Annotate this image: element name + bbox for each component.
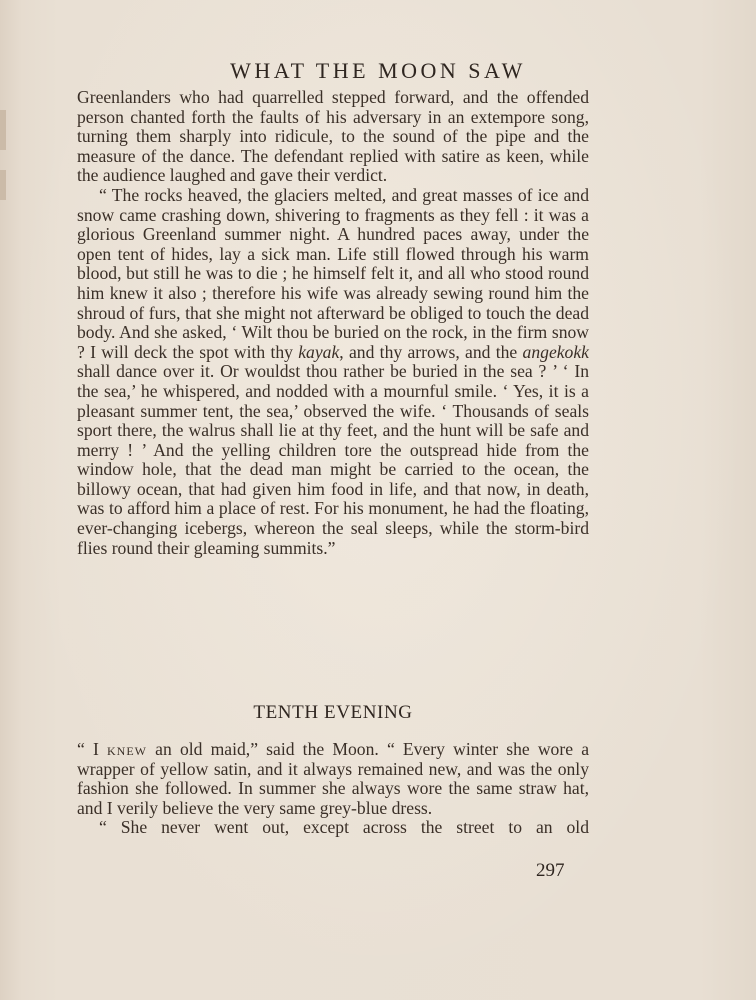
- paragraph: [77, 186, 589, 558]
- text-run: shall dance over it. Or wouldst thou rather be buried in the sea ? ’ ‘ In the sea,’ he whispered, and nodded with a mournful smile. ‘ Yes, it is a pleasant summer tent, the sea,’ observed the wife. ‘ Thousands of seals sport there, the walrus shall lie at thy feet, and the hunt will be safe and merry ! ’ And the yelling children tore the outspread hide from the window hole, that the dead man might be carried to the ocean, the billowy ocean, that had given him food in life, and that now, in death, was to afford him a place of rest. For his monument, he had the floating, ever-changing icebergs, whereon the seal sleeps, while the storm-bird flies round their gleaming summits.”: [77, 361, 589, 558]
- smallcaps-word: knew: [107, 739, 148, 759]
- section-heading: TENTH EVENING: [253, 702, 413, 723]
- paragraph: [77, 740, 589, 818]
- text-run: Greenlanders who had quarrelled stepped forward, and the offended person chanted forth the faults of his adversary in an extempore song, turning them sharply into ridicule, to the sound of the pipe and the measure of the dance. The defendant replied with satire as keen, while the audience laughed and gave their verdict.: [77, 87, 589, 186]
- paragraph: [77, 818, 589, 838]
- text-run: “ I: [77, 739, 108, 759]
- running-head: WHAT THE MOON SAW: [230, 58, 526, 83]
- page-edge-shadow: [0, 110, 6, 150]
- text-run: an old maid,” said the Moon. “ Every winter she wore a wrapper of yellow satin, and it always remained new, and was the only fashion she followed. In summer she always wore the same straw hat, and I verily believe the very same grey-blue dress.: [77, 739, 590, 818]
- paragraph: [77, 88, 589, 186]
- italic-word: kayak: [298, 341, 340, 362]
- italic-word: angekokk: [522, 341, 589, 362]
- text-run: , and thy arrows, and the: [339, 341, 523, 362]
- text-block-top: [77, 88, 589, 558]
- page-edge-shadow: [0, 170, 6, 200]
- page-number: 297: [536, 860, 565, 881]
- text-run: “ The rocks heaved, the glaciers melted, and great masses of ice and snow came crashing down, shivering to fragments as they fell : it was a glorious Greenland summer night. A hundred paces away, under the open tent of hides, lay a sick man. Life still flowed through his warm blood, but still he was to die ; he himself felt it, and all who stood round him knew it also ; therefore his wife was already sewing round him the shroud of furs, that she might not afterward be obliged to touch the dead body. And she asked, ‘ Wilt thou be buried on the rock, in the firm snow ? I will deck the spot with thy: [77, 184, 589, 362]
- text-block-bottom: [77, 740, 589, 838]
- text-run: “ She never went out, except across the street to an old: [99, 817, 589, 838]
